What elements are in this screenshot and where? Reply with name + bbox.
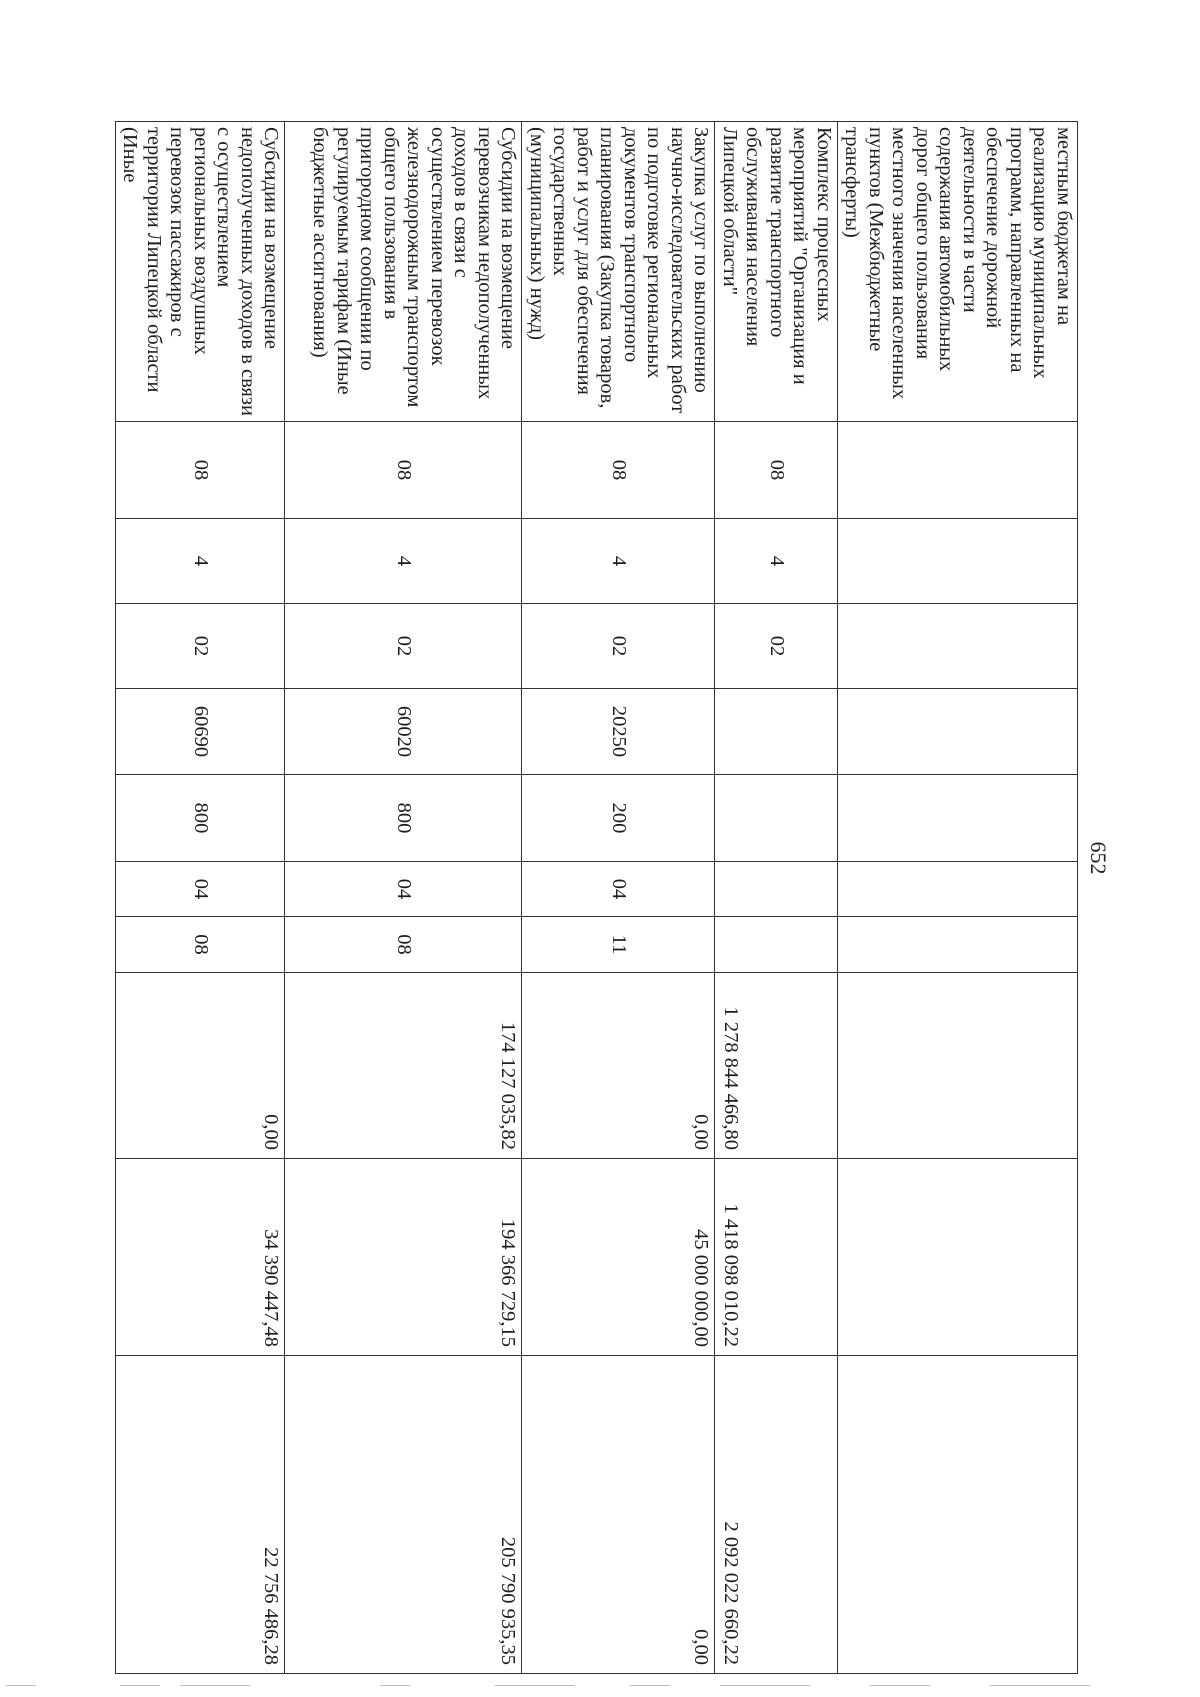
direction-code: 60020 bbox=[285, 689, 522, 775]
row-name: Субсидии на возмещение перевозчикам недополученных доходов в связи с осуществлением перевозок железнодорожным транспортом общего пользования в пригородном сообщении по регулируемым тарифам (Иные бюджетные ассигнования) bbox=[285, 122, 522, 422]
direction-code: 20250 bbox=[522, 689, 715, 775]
sum-year-2: 1 418 098 010,22 bbox=[715, 1159, 838, 1356]
section-code: 04 bbox=[522, 862, 715, 917]
expense-type-code bbox=[838, 775, 1078, 862]
ved-code: 08 bbox=[285, 422, 522, 519]
sum-year-1: 174 127 035,82 bbox=[285, 973, 522, 1159]
sum-year-1: 1 278 844 466,80 bbox=[715, 973, 838, 1159]
page-number: 652 bbox=[1086, 841, 1111, 875]
expense-type-code: 800 bbox=[285, 775, 522, 862]
section-code bbox=[838, 862, 1078, 917]
sum-year-2: 194 366 729,15 bbox=[285, 1159, 522, 1356]
subsection-code bbox=[838, 917, 1078, 973]
ved-code: 08 bbox=[522, 422, 715, 519]
table-row bbox=[838, 122, 1078, 1674]
section-code: 04 bbox=[116, 862, 286, 917]
scan-edge-marks bbox=[0, 1675, 1200, 1695]
expense-type-code: 200 bbox=[522, 775, 715, 862]
program-code: 4 bbox=[715, 519, 838, 604]
subprogram-code: 02 bbox=[522, 604, 715, 689]
subprogram-code: 02 bbox=[285, 604, 522, 689]
ved-code: 08 bbox=[116, 422, 286, 519]
table-row bbox=[116, 122, 286, 1674]
sum-year-1: 0,00 bbox=[116, 973, 286, 1159]
direction-code: 60690 bbox=[116, 689, 286, 775]
table-row bbox=[285, 122, 522, 1674]
sum-year-3 bbox=[838, 1356, 1078, 1674]
sum-year-1 bbox=[838, 973, 1078, 1159]
subprogram-code bbox=[838, 604, 1078, 689]
ved-code bbox=[838, 422, 1078, 519]
direction-code bbox=[715, 689, 838, 775]
section-code: 04 bbox=[285, 862, 522, 917]
direction-code bbox=[838, 689, 1078, 775]
sum-year-2: 45 000 000,00 bbox=[522, 1159, 715, 1356]
subprogram-code: 02 bbox=[116, 604, 286, 689]
table-row bbox=[715, 122, 838, 1674]
program-code: 4 bbox=[285, 519, 522, 604]
ved-code: 08 bbox=[715, 422, 838, 519]
row-name: Комплекс процессных мероприятий "Организация и развитие транспортного обслуживания населения Липецкой области" bbox=[715, 122, 838, 422]
expense-type-code: 800 bbox=[116, 775, 286, 862]
sum-year-1: 0,00 bbox=[522, 973, 715, 1159]
program-code: 4 bbox=[522, 519, 715, 604]
subsection-code: 11 bbox=[522, 917, 715, 973]
program-code bbox=[838, 519, 1078, 604]
section-code bbox=[715, 862, 838, 917]
sum-year-3: 205 790 935,35 bbox=[285, 1356, 522, 1674]
sum-year-3: 2 092 022 660,22 bbox=[715, 1356, 838, 1674]
subsection-code: 08 bbox=[116, 917, 286, 973]
budget-table-rotated bbox=[120, 121, 1078, 1673]
row-name: местным бюджетам на реализацию муниципальных программ, направленных на обеспечение дорожной деятельности в части содержания автомобильных дорог общего пользования местного значения населенных пунктов (Межбюджетные трансферты) bbox=[838, 122, 1078, 422]
row-name: Субсидии на возмещение недополученных доходов в связи с осуществлением региональных воздушных перевозок пассажиров с территории Липецкой области (Иные bbox=[116, 122, 286, 422]
sum-year-3: 0,00 bbox=[522, 1356, 715, 1674]
expense-type-code bbox=[715, 775, 838, 862]
table-row bbox=[522, 122, 715, 1674]
row-name: Закупка услуг по выполнению научно-исследовательских работ по подготовке региональных документов транспортного планирования (Закупка товаров, работ и услуг для обеспечения государственных (муниципальных) нужд) bbox=[522, 122, 715, 422]
subsection-code: 08 bbox=[285, 917, 522, 973]
sum-year-2: 34 390 447,48 bbox=[116, 1159, 286, 1356]
sum-year-2 bbox=[838, 1159, 1078, 1356]
subprogram-code: 02 bbox=[715, 604, 838, 689]
program-code: 4 bbox=[116, 519, 286, 604]
sum-year-3: 22 756 486,28 bbox=[116, 1356, 286, 1674]
budget-table bbox=[115, 121, 1078, 1674]
subsection-code bbox=[715, 917, 838, 973]
